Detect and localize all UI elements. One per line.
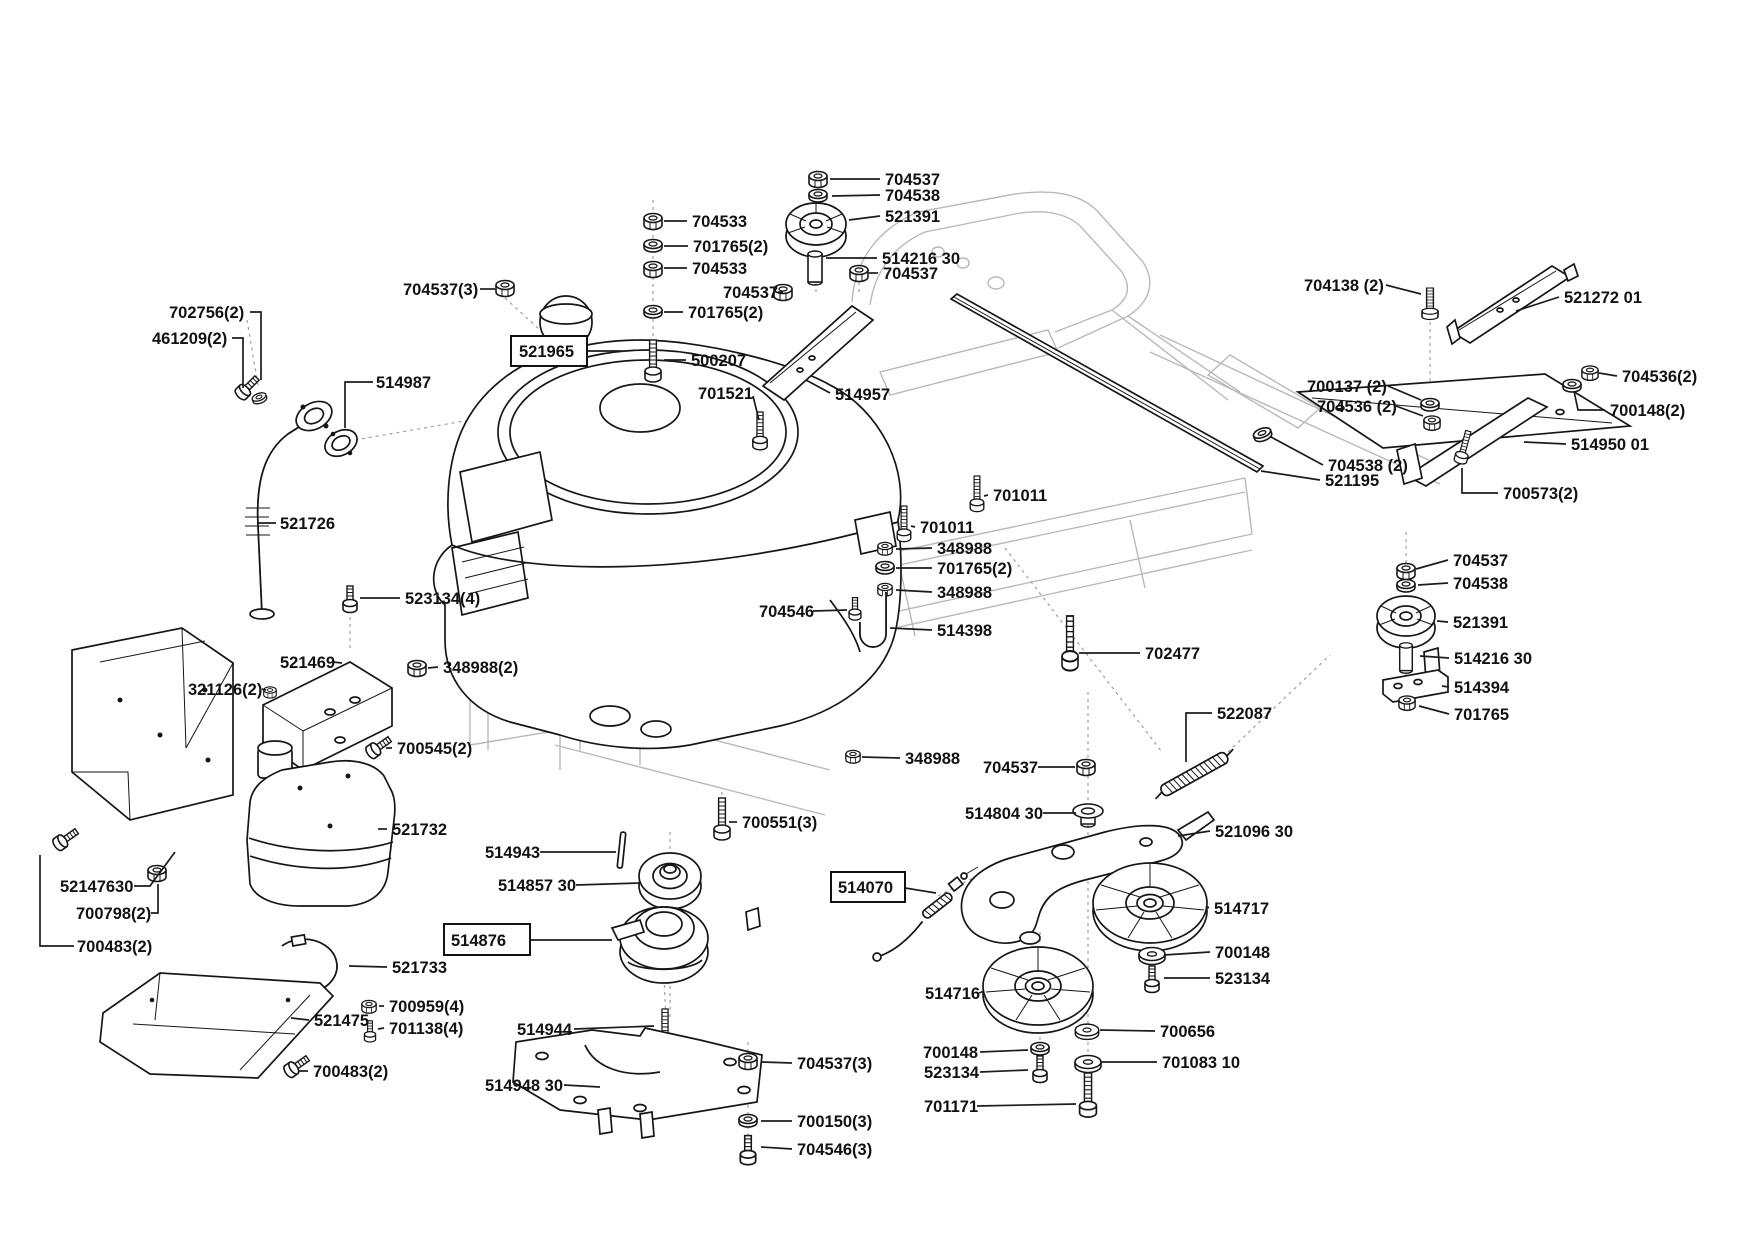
part-label-521732: 521732 (392, 821, 448, 839)
leader-line (862, 757, 900, 758)
part-label-523134: 523134 (1215, 970, 1271, 988)
part-label-704537: 704537 (883, 265, 939, 283)
part-label-700148: 700148 (1215, 944, 1271, 962)
part-label-514943: 514943 (485, 844, 541, 862)
part-label-702756-2-: 702756(2) (169, 304, 245, 322)
pulley-514717 (1093, 863, 1207, 951)
leader-line (1442, 686, 1449, 687)
part-label-700545-2-: 700545(2) (397, 740, 473, 758)
leader-line (896, 548, 932, 549)
part-label-514950-01: 514950 01 (1571, 436, 1649, 454)
leader-line (1100, 1030, 1155, 1031)
heat-shield-drawing (72, 628, 233, 820)
part-label-514394: 514394 (1454, 679, 1510, 697)
leader-line (1599, 373, 1617, 376)
part-label-514944: 514944 (517, 1021, 573, 1039)
leader-line (40, 855, 74, 946)
leader-line (980, 1070, 1028, 1072)
part-label-704533: 704533 (692, 213, 748, 231)
leader-line (761, 1147, 792, 1149)
part-label-514857-30: 514857 30 (498, 877, 576, 895)
part-label-514070: 514070 (838, 879, 894, 897)
part-label-521469: 521469 (280, 654, 336, 672)
part-label-514987: 514987 (376, 374, 432, 392)
part-label-461209-2-: 461209(2) (152, 330, 228, 348)
leader-line (232, 338, 243, 388)
part-label-704536-2-: 704536 (2) (1317, 398, 1397, 416)
muffler-drawing (247, 741, 395, 906)
part-label-514957: 514957 (835, 386, 891, 404)
part-label-523134: 523134 (924, 1064, 980, 1082)
part-label-700573-2-: 700573(2) (1503, 485, 1579, 503)
pulley-521391-top (786, 203, 846, 257)
part-label-348988: 348988 (937, 584, 993, 602)
part-label-514716: 514716 (925, 985, 981, 1003)
part-label-701171: 701171 (924, 1098, 979, 1116)
leader-line (378, 1028, 384, 1029)
part-label-521391: 521391 (885, 208, 941, 226)
part-label-700148-2-: 700148(2) (1610, 402, 1686, 420)
part-label-701521: 701521 (698, 385, 754, 403)
part-label-704536-2-: 704536(2) (1622, 368, 1698, 386)
part-label-521272-01: 521272 01 (1564, 289, 1642, 307)
engine-drawing (434, 296, 901, 748)
leader-line (428, 667, 438, 668)
part-label-514717: 514717 (1214, 900, 1270, 918)
part-label-702477: 702477 (1145, 645, 1201, 663)
part-label-704537: 704537 (1453, 552, 1509, 570)
leader-line (849, 216, 880, 220)
part-label-704546-3-: 704546(3) (797, 1141, 873, 1159)
pulley-514716 (983, 947, 1093, 1033)
part-label-514804-30: 514804 30 (965, 805, 1043, 823)
part-label-701138-4-: 701138(4) (389, 1020, 464, 1038)
pulley-521391-right (1377, 596, 1435, 648)
part-label-701765-2-: 701765(2) (937, 560, 1013, 578)
part-label-52147630: 52147630 (60, 878, 134, 896)
part-label-700483-2-: 700483(2) (77, 938, 153, 956)
part-label-514216-30: 514216 30 (882, 250, 960, 268)
part-label-701083-10: 701083 10 (1162, 1054, 1240, 1072)
part-label-700137-2-: 700137 (2) (1307, 378, 1387, 396)
part-label-348988: 348988 (905, 750, 961, 768)
part-label-521475: 521475 (314, 1012, 370, 1030)
part-label-704546: 704546 (759, 603, 815, 621)
part-label-700551-3-: 700551(3) (742, 814, 818, 832)
part-label-514948-30: 514948 30 (485, 1077, 563, 1095)
part-label-521726: 521726 (280, 515, 336, 533)
leader-line (813, 610, 847, 611)
leader-line (911, 526, 915, 527)
part-label-704537: 704537 (723, 284, 779, 302)
leader-line (262, 689, 266, 690)
part-label-704537: 704537 (885, 171, 941, 189)
leader-line (1261, 471, 1320, 480)
strip-521195 (951, 294, 1263, 472)
part-label-521391: 521391 (1453, 614, 1509, 632)
part-label-522087: 522087 (1217, 705, 1273, 723)
leader-line (1418, 583, 1448, 585)
leader-line (1271, 437, 1323, 465)
leader-line (345, 382, 373, 428)
leader-line (980, 1050, 1028, 1052)
part-label-700150-3-: 700150(3) (797, 1113, 873, 1131)
part-label-348988: 348988 (937, 540, 993, 558)
part-label-704538: 704538 (1453, 575, 1509, 593)
part-label-700483-2-: 700483(2) (313, 1063, 389, 1081)
part-label-701011: 701011 (920, 519, 975, 537)
part-label-701011: 701011 (993, 487, 1048, 505)
part-label-704537: 704537 (983, 759, 1039, 777)
part-label-514398: 514398 (937, 622, 993, 640)
part-label-701765-2-: 701765(2) (693, 238, 769, 256)
leader-line (1462, 468, 1498, 493)
leader-line (984, 495, 988, 496)
leader-line (1416, 560, 1448, 569)
part-label-701765: 701765 (1454, 706, 1510, 724)
key-pin-drawing (617, 832, 626, 868)
spring-drawing (1151, 747, 1237, 802)
part-label-514216-30: 514216 30 (1454, 650, 1532, 668)
part-label-700959-4-: 700959(4) (389, 998, 465, 1016)
leader-line (151, 884, 158, 913)
part-label-500207: 500207 (691, 352, 747, 370)
part-label-521195: 521195 (1325, 472, 1380, 490)
part-label-701765-2-: 701765(2) (688, 304, 764, 322)
leader-line (977, 1104, 1076, 1106)
leader-line (1524, 442, 1566, 444)
part-label-514876: 514876 (451, 932, 507, 950)
bracket-521272 (1447, 264, 1578, 344)
pulley-514857 (639, 853, 701, 909)
leader-line (1164, 952, 1210, 955)
part-label-348988-2-: 348988(2) (443, 659, 519, 677)
bracket-514394 (1383, 648, 1448, 702)
leader-line (896, 590, 932, 592)
part-label-700656: 700656 (1160, 1023, 1216, 1041)
part-label-704538-2-: 704538 (2) (1328, 457, 1408, 475)
leader-line (832, 195, 880, 196)
leader-line (1386, 285, 1421, 294)
exhaust-pipe-drawing (245, 396, 362, 619)
part-label-521096-30: 521096 30 (1215, 823, 1293, 841)
part-label-704537-3-: 704537(3) (797, 1055, 873, 1073)
part-label-704537-3-: 704537(3) (403, 281, 479, 299)
leader-line (905, 888, 936, 893)
leader-line (349, 966, 387, 967)
part-label-704138-2-: 704138 (2) (1304, 277, 1384, 295)
leader-line (1419, 706, 1449, 714)
part-label-521733: 521733 (392, 959, 448, 977)
leader-line (761, 1062, 792, 1063)
leader-line (1186, 713, 1212, 762)
leader-line (574, 1026, 654, 1029)
leader-line (1437, 621, 1448, 622)
part-label-704538: 704538 (885, 187, 941, 205)
part-label-704533: 704533 (692, 260, 748, 278)
part-label-321126-2-: 321126(2) (188, 681, 263, 699)
part-label-700148: 700148 (923, 1044, 979, 1062)
leader-line (576, 883, 641, 885)
part-label-523134-4-: 523134(4) (405, 590, 481, 608)
part-label-700798-2-: 700798(2) (76, 905, 152, 923)
clutch-drawing (612, 907, 760, 983)
part-label-521965: 521965 (519, 343, 575, 361)
